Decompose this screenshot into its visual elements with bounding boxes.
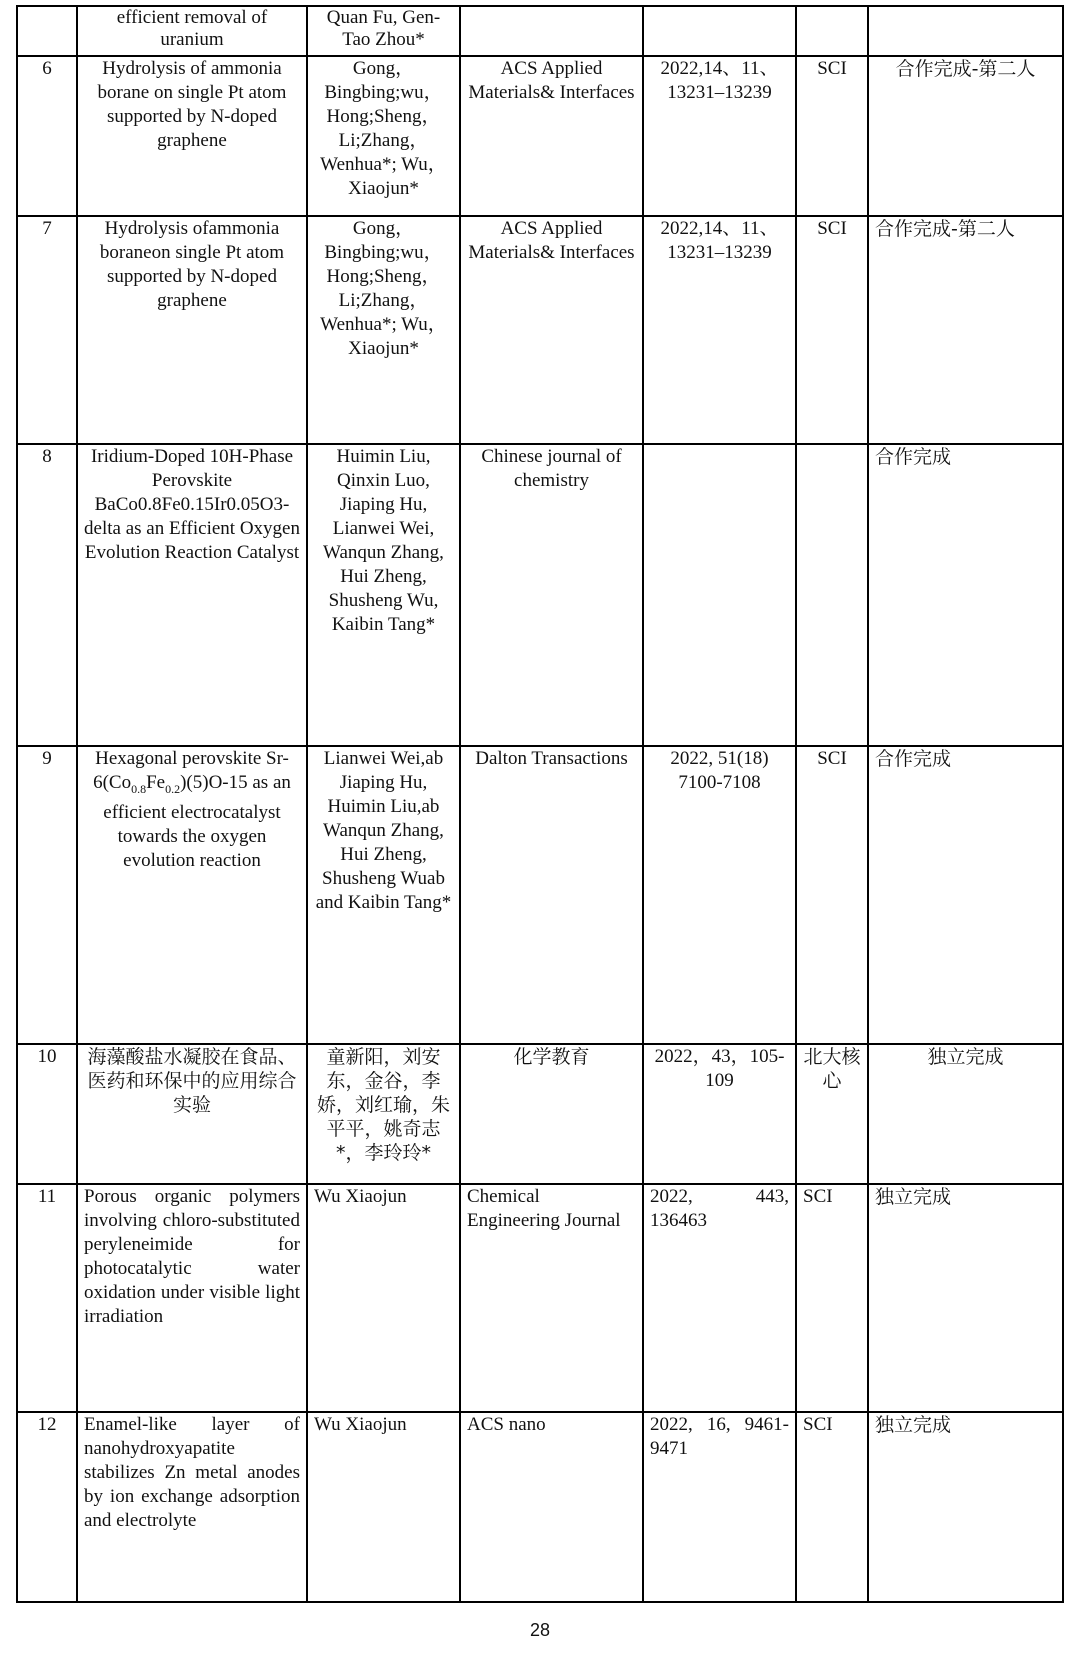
paper-info: 2022,14、11、13231–13239 [643,216,796,444]
page-number: 28 [529,1620,551,1640]
table-row [17,746,1063,1044]
table-row [17,1044,1063,1184]
paper-note: 独立完成 [868,1044,1063,1184]
paper-authors: Gong，Bingbing;wu，Hong;Sheng，Li;Zhang，Wenhua*; Wu，Xiaojun* [307,56,460,216]
paper-note: 合作完成 [868,444,1063,746]
paper-note: 合作完成-第二人 [868,56,1063,216]
paper-index: SCI [796,746,868,1044]
paper-authors: Gong，Bingbing;wu，Hong;Sheng，Li;Zhang，Wenhua*; Wu，Xiaojun* [307,216,460,444]
table-row [17,1184,1063,1412]
paper-journal: ACS nano [460,1412,643,1602]
paper-index: SCI [796,1184,868,1412]
paper-info: 2022，43，105-109 [643,1044,796,1184]
publications-table [16,5,1064,1603]
paper-title: Porous organic polymers involving chloro-substituted peryleneimide for photocatalytic water oxidation under visible light irradiation [77,1184,307,1412]
paper-authors: 童新阳，刘安东，金谷，李娇，刘红瑜，朱平平，姚奇志*，李玲玲* [307,1044,460,1184]
row-number: 8 [17,444,77,746]
paper-title: efficient removal of uranium [77,6,307,56]
paper-note: 合作完成-第二人 [868,216,1063,444]
paper-info [643,444,796,746]
paper-journal: ACS Applied Materials& Interfaces [460,216,643,444]
paper-note: 合作完成 [868,746,1063,1044]
paper-journal: Chinese journal of chemistry [460,444,643,746]
paper-info: 2022,14、11、13231–13239 [643,56,796,216]
paper-note: 独立完成 [868,1412,1063,1602]
paper-authors: Wu Xiaojun [307,1184,460,1412]
paper-index: SCI [796,56,868,216]
paper-index [796,6,868,56]
paper-journal: 化学教育 [460,1044,643,1184]
table-row [17,1412,1063,1602]
table-row [17,56,1063,216]
paper-info: 2022, 16, 9461-9471 [643,1412,796,1602]
paper-title: 海藻酸盐水凝胶在食品、医药和环保中的应用综合实验 [77,1044,307,1184]
paper-journal: Chemical Engineering Journal [460,1184,643,1412]
paper-index: 北大核心 [796,1044,868,1184]
paper-title: Iridium-Doped 10H-Phase Perovskite BaCo0.8Fe0.15Ir0.05O3-delta as an Efficient Oxygen Evolution Reaction Catalyst [77,444,307,746]
paper-authors: Huimin Liu, Qinxin Luo, Jiaping Hu, Lianwei Wei, Wanqun Zhang, Hui Zheng, Shusheng Wu, Kaibin Tang* [307,444,460,746]
paper-title: Hydrolysis ofammonia boraneon single Pt atom supported by N-doped graphene [77,216,307,444]
paper-note: 独立完成 [868,1184,1063,1412]
table-row [17,216,1063,444]
paper-journal: ACS Applied Materials& Interfaces [460,56,643,216]
paper-info [643,6,796,56]
paper-authors: Lianwei Wei,ab Jiaping Hu, Huimin Liu,ab Wanqun Zhang, Hui Zheng, Shusheng Wuab and Kaibin Tang* [307,746,460,1044]
table-row [17,444,1063,746]
paper-authors: Wu Xiaojun [307,1412,460,1602]
row-number: 9 [17,746,77,1044]
table-row [17,6,1063,56]
row-number [17,6,77,56]
paper-title: Hexagonal perovskite $Sr-6(Co_{0.8}Fe_{0.2})(5)O-15$ as an efficient electrocatalyst towards the oxygen evolution reaction [77,746,307,1044]
paper-info: 2022, 443, 136463 [643,1184,796,1412]
paper-note [868,6,1063,56]
paper-title: Enamel-like layer of nanohydroxyapatite stabilizes Zn metal anodes by ion exchange adsorption and electrolyte [77,1412,307,1602]
row-number: 10 [17,1044,77,1184]
row-number: 7 [17,216,77,444]
paper-index: SCI [796,216,868,444]
paper-index: SCI [796,1412,868,1602]
paper-authors: Quan Fu, Gen-Tao Zhou* [307,6,460,56]
row-number: 6 [17,56,77,216]
paper-journal: Dalton Transactions [460,746,643,1044]
row-number: 12 [17,1412,77,1602]
paper-info: 2022, 51(18) 7100-7108 [643,746,796,1044]
row-number: 11 [17,1184,77,1412]
paper-index [796,444,868,746]
paper-title: Hydrolysis of ammonia borane on single Pt atom supported by N-doped graphene [77,56,307,216]
paper-journal [460,6,643,56]
